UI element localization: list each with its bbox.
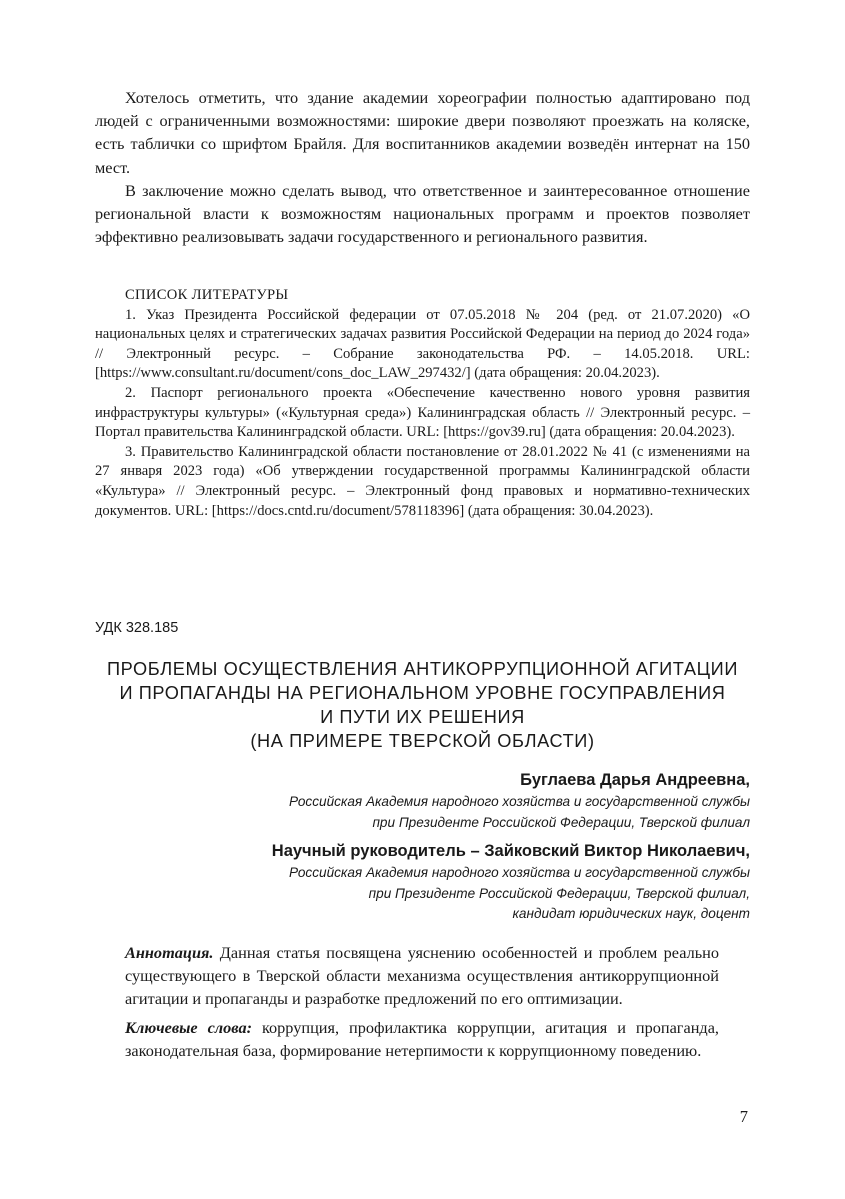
abstract-block <box>125 941 719 1062</box>
supervisor-affiliation-line: кандидат юридических наук, доцент <box>512 906 750 921</box>
author-affiliation-line: Российская Академия народного хозяйства и государственной службы <box>288 794 750 809</box>
keywords-label: Ключевые слова: <box>125 1017 253 1037</box>
supervisor-name: Научный руководитель – Зайковский Виктор Николаевич, <box>271 842 750 860</box>
reference-item: 2. Паспорт регионального проекта «Обеспечение качественно нового уровня развития инфраструктуры культуры» («Культурная среда») Калининградская область // Электронный ресурс. – Портал правительства Калининградской области. URL: [https://gov39.ru] (дата обращения: 20.04.2023). <box>95 384 750 441</box>
supervisor-block <box>150 839 750 925</box>
article-title <box>95 657 750 753</box>
abstract-paragraph <box>125 941 719 1011</box>
udk-code: УДК 328.185 <box>95 620 179 636</box>
body-text <box>95 86 750 248</box>
paragraph-accessibility: Хотелось отметить, что здание академии хореографии полностью адаптировано под людей с ограниченными возможностями: широкие двери позволяют проезжать на коляске, есть таблички со шрифтом Брайля. Для воспитанников академии возведён интернат на 150 мест. <box>95 88 750 177</box>
title-line: (НА ПРИМЕРЕ ТВЕРСКОЙ ОБЛАСТИ) <box>250 731 595 751</box>
title-line: И ПУТИ ИХ РЕШЕНИЯ <box>320 707 525 727</box>
author-name: Буглаева Дарья Андреевна, <box>520 771 750 789</box>
keywords-text: коррупция, профилактика коррупции, агитация и пропаганда, законодательная база, формирование нетерпимости к коррупционному поведению. <box>125 1017 719 1060</box>
abstract-text: Данная статья посвящена уяснению особенностей и проблем реально существующего в Тверской области механизма осуществления антикоррупционной агитации и пропаганды и разработке предложений по его оптимизации. <box>125 943 719 1009</box>
paragraph-conclusion: В заключение можно сделать вывод, что ответственное и заинтересованное отношение региональной власти к возможностям национальных программ и проектов позволяет эффективно реализовывать задачи государственного и регионального развития. <box>95 180 750 247</box>
supervisor-affiliation-line: Российская Академия народного хозяйства и государственной службы <box>288 865 750 880</box>
keywords-paragraph <box>125 1016 719 1062</box>
supervisor-affiliation-line: при Президенте Российской Федерации, Тверской филиал, <box>368 885 750 901</box>
title-line: ПРОБЛЕМЫ ОСУЩЕСТВЛЕНИЯ АНТИКОРРУПЦИОННОЙ АГИТАЦИИ <box>106 659 739 679</box>
reference-item: 3. Правительство Калининградской области постановление от 28.01.2022 № 41 (с изменениями на 27 января 2023 года) «Об утверждении государственной программы Калининградской области «Культура» // Электронный ресурс. – Электронный фонд правовых и нормативно-технических документов. URL: [https://docs.cntd.ru/document/578118396] (дата обращения: 30.04.2023). <box>95 443 750 519</box>
page-number: 7 <box>739 1107 748 1126</box>
reference-item: 1. Указ Президента Российской федерации от 07.05.2018 № 204 (ред. от 21.07.2020) «О национальных целях и стратегических задачах развития Российской Федерации на период до 2024 года» // Электронный ресурс. – Собрание законодательства РФ. – 14.05.2018. URL: [https://www.consultant.ru/document/cons_doc_LAW_297432/] (дата обращения: 20.04.2023). <box>95 306 750 382</box>
author-affiliation-line: при Президенте Российской Федерации, Тверской филиал <box>372 814 750 830</box>
author-block <box>150 768 750 833</box>
abstract-label: Аннотация. <box>125 943 214 962</box>
references-heading: СПИСОК ЛИТЕРАТУРЫ <box>125 287 289 303</box>
title-line: И ПРОПАГАНДЫ НА РЕГИОНАЛЬНОМ УРОВНЕ ГОСУПРАВЛЕНИЯ <box>119 683 726 703</box>
references-section <box>95 286 750 521</box>
